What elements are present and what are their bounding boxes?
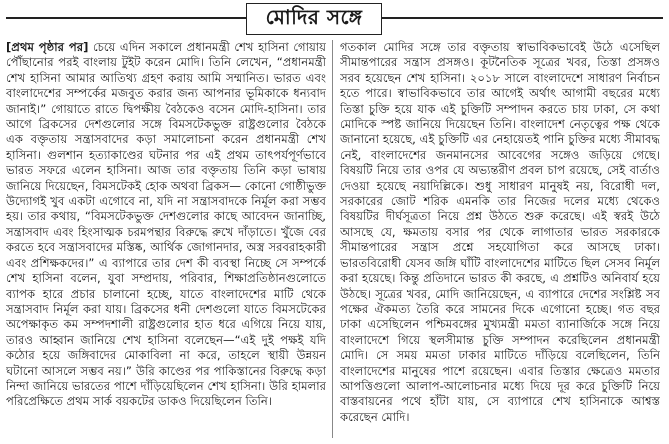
continued-tag: [প্রথম পৃষ্ঠার পর]: [6, 40, 89, 54]
left-column: [6, 40, 326, 440]
right-column: [340, 40, 660, 440]
left-paragraph: [6, 40, 326, 410]
right-paragraph: গতকাল মোদির সঙ্গে তার বক্তৃতায় স্বাভাবিকভাবেই উঠে এসেছিল সীমান্তপারের সন্ত্রাস প্রসঙ্গও। কূটনৈতিক সূত্রের খবর, তিস্তা প্রসঙ্গও সরব হয়েছেন শেখ হাসিনা। ২০১৮ সালে বাংলাদেশে সাধারণ নির্বাচন হতে পারে। স্বাভাবিকভাবে তার আগেই অর্থাৎ আগামী বছরের মধ্যে তিস্তা চুক্তি হয়ে যাক এই চুক্তিটি সম্পাদন করতে চায় ঢাকা, সে কথা মোদিকে স্পষ্ট জানিয়ে দিয়েছেন তিনি। বাংলাদেশ নেতৃত্বের পক্ষ থেকে জানানো হয়েছে, এই চুক্তিটি এর নেহায়েতই পানি চুক্তির মধ্যে সীমাবদ্ধ নেই, বাংলাদেশের জনমানসের আবেগের সঙ্গেও জড়িয়ে গেছে। বিষয়টি নিয়ে তার ওপর যে অভ্যন্তরীণ প্রবল চাপ রয়েছে, সেই বার্তাও দেওয়া হয়েছে নয়াদিল্লিকে। শুধু সাধারণ মানুষই নয়, বিরোধী দল, সরকারের জোট শরিক এমনকি তার নিজের দলের মধ্যে থেকেও বিষয়টির দীর্ঘসূত্রতা নিয়ে প্রশ্ন উঠতে শুরু করেছে। এই স্বরই উঠে আসছে যে, ক্ষমতায় বসার পর থেকে লাগাতার ভারত সরকারকে সীমান্তপারের সন্ত্রাস প্রশ্নে সহযোগিতা করে আসছে ঢাকা। ভারতবিরোধী যেসব জঙ্গি ঘাঁটি বাংলাদেশের মাটিতে ছিল সেসব নির্মূল করা হয়েছে। কিন্তু প্রতিদানে ভারত কী করছে, এ প্রশ্নটিও অনিবার্য হয়ে উঠছে। সূত্রের খবর, মোদি জানিয়েছেন, এ ব্যাপারে দেশের সংশ্লিষ্ট সব পক্ষের ঐকমত্য তৈরি করে সামনের দিকে এগোনো হচ্ছে। গত বছর ঢাকা এসেছিলেন পশ্চিমবঙ্গের মুখ্যমন্ত্রী মমতা ব্যানার্জিকে সঙ্গে নিয়ে বাংলাদেশে গিয়ে স্থলসীমান্ত চুক্তি সম্পাদন করেছিলেন প্রধানমন্ত্রী মোদি। সে সময় মমতা ঢাকার মাটিতে দাঁড়িয়ে বলেছিলেন, তিনি বাংলাদেশের মানুষের পাশে রয়েছেন। এবার তিস্তার ক্ষেত্রেও মমতার আপত্তিগুলো আলাপ-আলোচনার মধ্যে দিয়ে দূর করে চুক্তিটি নিয়ে বাস্তবায়নের পথে হাঁটা যায়, সে ব্যাপারে শেখ হাসিনাকে আশ্বস্ত করেছেন মোদি।: [340, 40, 660, 424]
column-divider: [332, 40, 333, 438]
left-paragraph-text: চেয়ে এদিন সকালে প্রধানমন্ত্রী শেখ হাসিনা গোয়ায় পৌঁছানোর পরই বাংলায় টুইট করেন মোদি। তিনি লেখেন, “প্রধানমন্ত্রী শেখ হাসিনা আমার আতিথ্য গ্রহণ করায় আমি সম্মানিত। ভারত এবং বাংলাদেশের সম্পর্কের মজবুত করার জন্য আপনার ভূমিকাকে ধন্যবাদ জানাই।” গোয়াতে রাতে দ্বিপক্ষীয় বৈঠকেও বসেন মোদি-হাসিনা। তার আগে ব্রিকসের দেশগুলোর সঙ্গে বিমসটেকভুক্ত রাষ্ট্রগুলোর বৈঠকে এক বক্তৃতায় সন্ত্রাসবাদের কড়া সমালোচনা করেন প্রধানমন্ত্রী শেখ হাসিনা। গুলশান হত্যাকাণ্ডের ঘটনার পর এই প্রথম তাৎপর্যপূর্ণভাবে ভারত সফরে এলেন হাসিনা। আজ তার বক্তৃতায় তিনি কড়া ভাষায় জানিয়ে দিয়েছেন, বিমসটেকই হোক অথবা ব্রিকস— কোনো গোষ্ঠীভুক্ত উদ্যোগই খুব একটা এগোবে না, যদি না সন্ত্রাসবাদকে নির্মূল করা সম্ভব হয়। তার কথায়, “বিমসটেকভুক্ত দেশগুলোর কাছে আবেদন জানাচ্ছি, সন্ত্রাসবাদ এবং হিংসাত্মক চরমপন্থার বিরুদ্ধে রুখে দাঁড়াতে। খুঁজে বের করতে হবে সন্ত্রাসবাদের মস্তিষ্ক, আর্থিক জোগানদার, অস্ত্র সরবরাহকারী এবং প্রশিক্ষকদের।” এ ব্যাপারে তার দেশ কী ব্যবস্থা নিচ্ছে সে সম্পর্কে শেখ হাসিনা বলেন, যুবা সম্প্রদায়, পরিবার, শিক্ষাপ্রতিষ্ঠানগুলোতে ব্যাপক হারে প্রচার চালানো হচ্ছে, যাতে বাংলাদেশের মাটি থেকে সন্ত্রাসবাদ নির্মূল করা যায়। ব্রিকসের ধনী দেশগুলো যাতে বিমসটেকের অপেক্ষাকৃত কম সম্পদশালী রাষ্ট্রগুলোর হাত ধরে এগিয়ে নিয়ে যায়, তারও আহ্বান জানিয়ে শেখ হাসিনা বলেছেন—“এই দুই পক্ষই যদি কঠোর হয়ে জঙ্গিবাদের মোকাবিলা না করে, তাহলে স্থায়ী উন্নয়ন ঘটানো আসলে সম্ভব নয়।” উরি কাণ্ডের পর পাকিস্তানের বিরুদ্ধে কড়া নিন্দা জানিয়ে ভারতের পাশে দাঁড়িয়েছিলেন শেখ হাসিনা। উরি হামলার পরিপ্রেক্ষিতে প্রথম সার্ক বয়কটের ডাকও দিয়েছিলেন তিনি।: [6, 40, 326, 409]
headline: [246, 3, 382, 35]
headline-text: মোদির সঙ্গে: [265, 4, 363, 29]
